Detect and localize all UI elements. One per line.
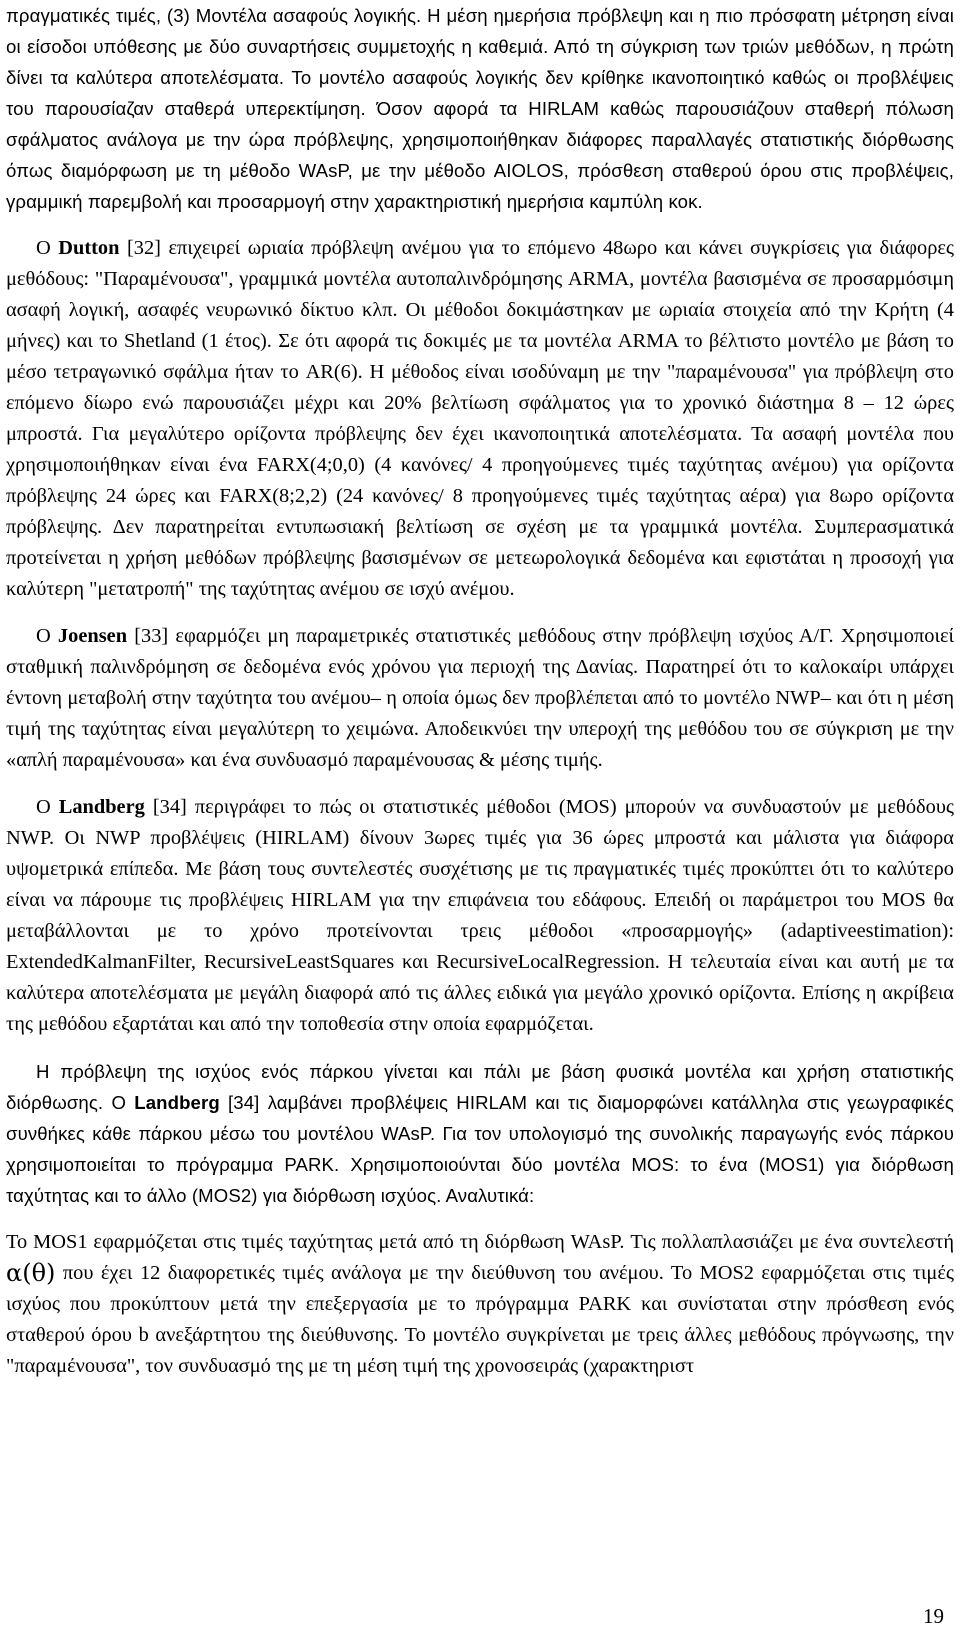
paragraph-text: Το MOS1 εφαρμόζεται στις τιμές ταχύτητας μετά από τη διόρθωση WAsP. Τις πολλαπλασιάζει με ένα συντελεστή: [6, 1231, 954, 1253]
paragraph-park-forecast: [6, 1056, 954, 1211]
paragraph-lead: Ο: [36, 796, 59, 818]
paragraph-mos: [6, 1227, 954, 1382]
paragraph-text: [33] εφαρμόζει μη παραμετρικές στατιστικές μεθόδους στην πρόβλεψη ισχύος Α/Γ. Χρησιμοποιεί σταθμική παλινδρόμηση σε δεδομένα ενός χρόνου για περιοχή της Δανίας. Παρατηρεί ότι το καλοκαίρι υπάρχει έντονη μεταβολή στην ταχύτητα του ανέμου– η οποία όμως δεν προβλέπεται από το μοντέλο NWP– και ότι η μέση τιμή της ταχύτητας είναι μεγαλύτερη το χειμώνα. Αποδεικνύει την υπεροχή της μεθόδου του σε σύγκριση με την «απλή παραμένουσα» και ένα συνδυασμό παραμένουσας & μέσης τιμής.: [6, 625, 954, 771]
paragraph-text: [32] επιχειρεί ωριαία πρόβλεψη ανέμου για το επόμενο 48ωρο και κάνει συγκρίσεις για διάφορες μεθόδους: "Παραμένουσα", γραμμικά μοντέλα αυτοπαλινδρόμησης ARMA, μοντέλα βασισμένα σε προσαρμόσιμη ασαφή λογική, ασαφές νευρωνικό δίκτυο κλπ. Οι μέθοδοι δοκιμάστηκαν με ωριαία στοιχεία από την Κρήτη (4 μήνες) και το Shetland (1 έτος). Σε ότι αφορά τις δοκιμές με τα μοντέλα ARMA το βέλτιστο μοντέλο με βάση το μέσο τετραγωνικό σφάλμα ήταν το AR(6). Η μέθοδος είναι ισοδύναμη με την "παραμένουσα" για πρόβλεψη στο επόμενο δίωρο ενώ παρουσιάζει μέχρι και 20% βελτίωση σφάλματος για το χρονικό διάστημα 8 – 12 ώρες μπροστά. Για μεγαλύτερο ορίζοντα πρόβλεψης δεν έχει ικανοποιητικά αποτελέσματα. Τα ασαφή μοντέλα που χρησιμοποιήθηκαν είναι ένα FARX(4;0,0) (4 κανόνες/ 4 προηγούμενες τιμές ταχύτητας ανέμου) για ορίζοντα πρόβλεψης 24 ώρες και FARX(8;2,2) (24 κανόνες/ 8 προηγούμενες τιμές ταχύτητας αέρα) για 8ωρο ορίζοντα πρόβλεψης. Δεν παρατηρείται εντυπωσιακή βελτίωση σε σχέση με τα γραμμικά μοντέλα. Συμπερασματικά προτείνεται η χρήση μεθόδων πρόβλεψης βασισμένων σε μετεωρολογικά δεδομένα και εφιστάται η προσοχή για καλύτερη "μετατροπή" της ταχύτητας ανέμου σε ισχύ ανέμου.: [6, 237, 955, 600]
paragraph-lead: Η πρόβλεψη της ισχύος ενός πάρκου γίνεται και πάλι με βάση φυσικά μοντέλα και χρήση στατιστικής διόρθωσης. Ο: [6, 1061, 954, 1113]
paragraph-dutton: [6, 233, 954, 605]
page-number: 19: [923, 1604, 944, 1628]
paragraph-joensen: [6, 621, 954, 776]
paragraph-lead: Ο: [36, 625, 58, 647]
paragraph-text: [34] περιγράφει το πώς οι στατιστικές μέθοδοι (MOS) μπορούν να συνδυαστούν με μεθόδους NWP. Οι NWP προβλέψεις (HIRLAM) δίνουν 3ωρες τιμές για 36 ώρες μπροστά και μάλιστα για διάφορα υψομετρικά επίπεδα. Με βάση τους συντελεστές συσχέτισης με τις πραγματικές τιμές προκύπτει ότι το καλύτερο είναι να πάρουμε τις προβλέψεις HIRLAM για την επιφάνεια του εδάφους. Επειδή οι παράμετροι του MOS θα μεταβάλλονται με το χρόνο προτείνονται τρεις μέθοδοι «προσαρμογής» (adaptiveestimation): ExtendedKalmanFilter, RecursiveLeastSquares και RecursiveLocalRegression. Η τελευταία είναι και αυτή με τα καλύτερα αποτελέσματα με μεγάλη διαφορά από τις άλλες ειδικά για μεγάλο χρονικό ορίζοντα. Επίσης η ακρίβεια της μεθόδου εξαρτάται και από την τοποθεσία στην οποία εφαρμόζεται.: [6, 796, 954, 1035]
paragraph-forecast-methods: πραγματικές τιμές, (3) Μοντέλα ασαφούς λογικής. Η μέση ημερήσια πρόβλεψη και η πιο πρόσφατη μέτρηση είναι οι είσοδοι υπόθεσης με δύο συναρτήσεις συμμετοχής η καθεμιά. Από τη σύγκριση των τριών μεθόδων, η πρώτη δίνει τα καλύτερα αποτελέσματα. Το μοντέλο ασαφούς λογικής δεν κρίθηκε ικανοποιητικό καθώς οι προβλέψεις του παρουσίαζαν σταθερά υπερεκτίμηση. Όσον αφορά τα HIRLAM καθώς παρουσιάζουν σταθερή πόλωση σφάλματος ανάλογα με την ώρα πρόβλεψης, χρησιμοποιήθηκαν διάφορες παραλλαγές στατιστικής διόρθωσης όπως διαμόρφωση με τη μέθοδο WAsP, με την μέθοδο AIOLOS, πρόσθεση σταθερού όρου στις προβλέψεις, γραμμική παρεμβολή και προσαρμογή στην χαρακτηριστική ημερήσια καμπύλη κοκ.: [6, 5, 954, 212]
author-name-landberg: Landberg: [58, 796, 145, 818]
author-name-joensen: Joensen: [57, 625, 128, 647]
paragraph-text: που έχει 12 διαφορετικές τιμές ανάλογα με την διεύθυνση του ανέμου. Το MOS2 εφαρμόζεται στις τιμές ισχύος που προκύπτουν μετά την επεξεργασία με το πρόγραμμα PARK και συνίσταται στην πρόσθεση ενός σταθερού όρου b ανεξάρτητου της διεύθυνσης. Το μοντέλο συγκρίνεται με τρεις άλλες μεθόδους πρόγνωσης, την "παραμένουσα", τον συνδυασμό της με τη μέση τιμή της χρονοσειράς (χαρακτηριστ: [6, 1262, 954, 1377]
paragraph-landberg: [6, 792, 954, 1040]
paragraph-text: [34] λαμβάνει προβλέψεις HIRLAM και τις διαμορφώνει κατάλληλα στις γεωγραφικές συνθήκες κάθε πάρκου μέσω του μοντέλου WAsP. Για τον υπολογισμό της συνολικής παραγωγής ενός πάρκου χρησιμοποιείται το πρόγραμμα PARK. Χρησιμοποιούνται δύο μοντέλα MOS: το ένα (MOS1) για διόρθωση ταχύτητας και το άλλο (MOS2) για διόρθωση ισχύος. Αναλυτικά:: [6, 1092, 954, 1206]
formula-alpha-theta: α(θ): [6, 1259, 56, 1287]
paragraph-lead: Ο: [36, 237, 59, 259]
author-name-landberg: Landberg: [134, 1092, 220, 1113]
document-body: [6, 0, 954, 1394]
author-name-dutton: Dutton: [58, 237, 120, 259]
